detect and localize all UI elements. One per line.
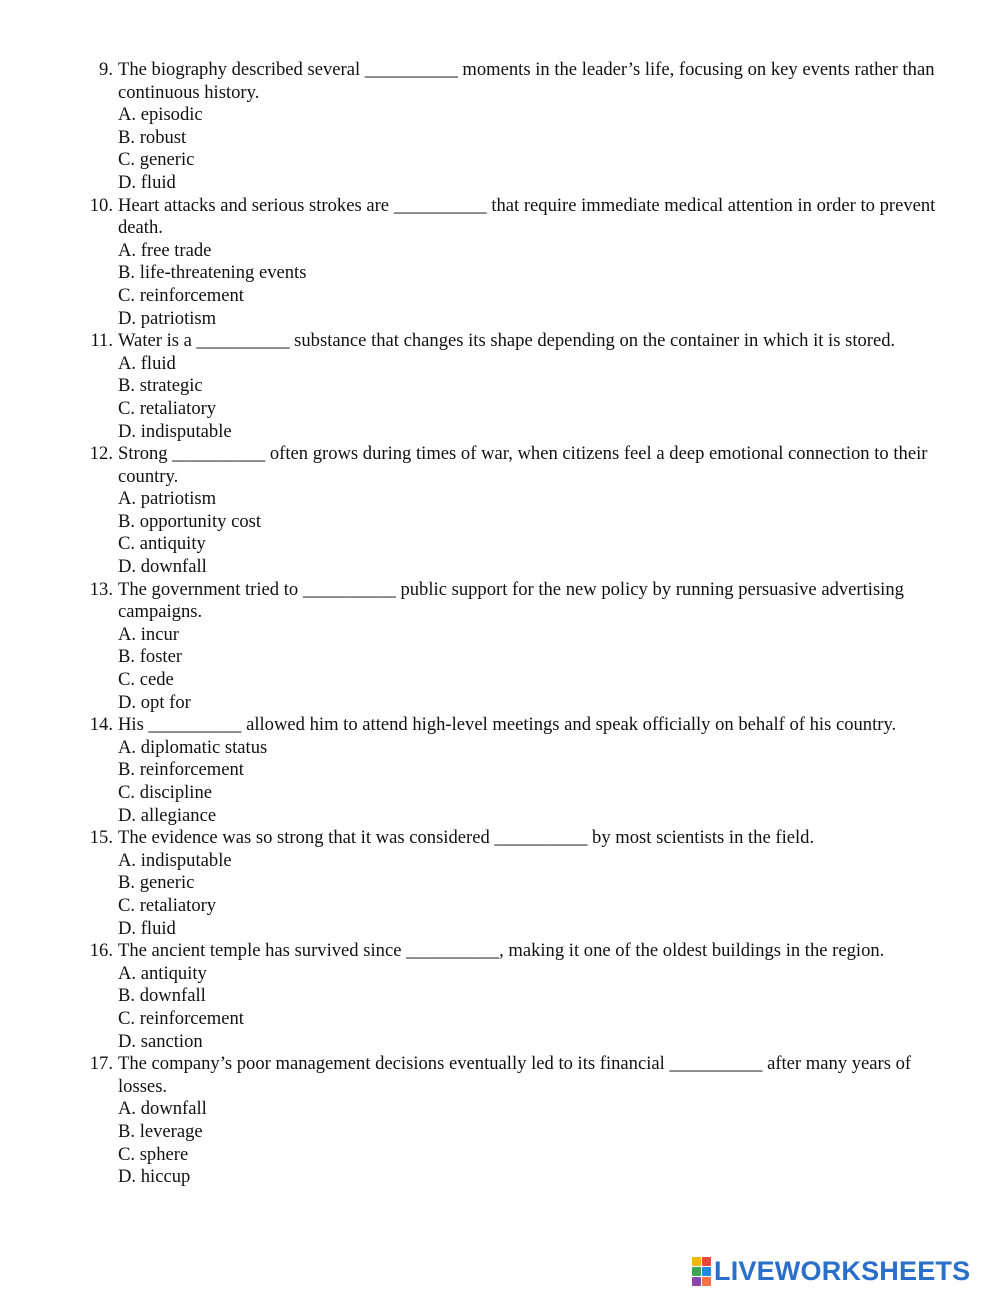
- question-number: 14.: [89, 714, 113, 736]
- option-b[interactable]: B. robust: [118, 126, 187, 148]
- question-text: The evidence was so strong that it was considered __________ by most scientists in the field.: [118, 827, 815, 849]
- logo-block: [692, 1267, 701, 1276]
- question-9: [0, 59, 950, 195]
- question-text: The ancient temple has survived since __________, making it one of the oldest buildings in the region.: [118, 940, 885, 962]
- option-b[interactable]: B. generic: [118, 872, 195, 894]
- option-c[interactable]: C. cede: [118, 669, 174, 691]
- option-a[interactable]: A. antiquity: [118, 962, 207, 984]
- question-17: [0, 1053, 950, 1189]
- option-a[interactable]: A. patriotism: [118, 488, 217, 510]
- question-number: 15.: [89, 827, 113, 849]
- option-d[interactable]: D. indisputable: [118, 420, 232, 442]
- question-13: [0, 579, 950, 715]
- option-b[interactable]: B. downfall: [118, 985, 206, 1007]
- option-d[interactable]: D. opt for: [118, 691, 191, 713]
- question-text: His __________ allowed him to attend high-level meetings and speak officially on behalf of his country.: [118, 714, 897, 736]
- question-number: 17.: [89, 1053, 113, 1075]
- question-text: The government tried to __________ public support for the new policy by running persuasive advertising campaigns.: [118, 578, 904, 623]
- option-c[interactable]: C. sphere: [118, 1143, 189, 1165]
- question-14: [0, 714, 950, 827]
- option-c[interactable]: C. reinforcement: [118, 284, 244, 306]
- question-16: [0, 940, 950, 1053]
- question-15: [0, 827, 950, 940]
- option-b[interactable]: B. leverage: [118, 1120, 203, 1142]
- option-d[interactable]: D. patriotism: [118, 307, 217, 329]
- logo-text: LIVEWORKSHEETS: [714, 1256, 971, 1286]
- logo-block: [692, 1277, 701, 1286]
- option-a[interactable]: A. episodic: [118, 104, 203, 126]
- option-b[interactable]: B. reinforcement: [118, 759, 244, 781]
- option-d[interactable]: D. sanction: [118, 1030, 203, 1052]
- option-a[interactable]: A. diplomatic status: [118, 736, 268, 758]
- question-number: 13.: [89, 578, 113, 600]
- question-11: [0, 330, 950, 443]
- question-text: The biography described several __________ moments in the leader’s life, focusing on key events rather than continuous history.: [118, 59, 935, 103]
- logo-blocks-icon: [692, 1257, 711, 1286]
- question-number: 12.: [89, 443, 113, 465]
- option-b[interactable]: B. strategic: [118, 375, 203, 397]
- option-a[interactable]: A. downfall: [118, 1098, 207, 1120]
- option-a[interactable]: A. fluid: [118, 352, 176, 374]
- option-a[interactable]: A. free trade: [118, 239, 212, 261]
- logo-block: [702, 1277, 711, 1286]
- logo-block: [702, 1257, 711, 1266]
- logo-block: [702, 1267, 711, 1276]
- question-text: Strong __________ often grows during times of war, when citizens feel a deep emotional connection to their country.: [118, 443, 928, 487]
- logo-block: [692, 1257, 701, 1266]
- option-c[interactable]: C. antiquity: [118, 533, 206, 555]
- option-a[interactable]: A. indisputable: [118, 849, 232, 871]
- question-text: Heart attacks and serious strokes are __________ that require immediate medical attention in order to prevent death.: [118, 194, 936, 239]
- liveworksheets-logo: [692, 1257, 970, 1285]
- option-c[interactable]: C. discipline: [118, 782, 212, 803]
- question-text: The company’s poor management decisions eventually led to its financial __________ after many years of losses.: [118, 1053, 912, 1097]
- option-a[interactable]: A. incur: [118, 623, 179, 645]
- question-number: 9.: [99, 59, 113, 80]
- option-d[interactable]: D. allegiance: [118, 804, 217, 826]
- option-c[interactable]: C. retaliatory: [118, 397, 217, 419]
- option-d[interactable]: D. hiccup: [118, 1166, 191, 1188]
- question-number: 11.: [90, 330, 113, 352]
- option-b[interactable]: B. foster: [118, 646, 183, 668]
- option-d[interactable]: D. fluid: [118, 171, 176, 193]
- option-b[interactable]: B. life-threatening events: [118, 262, 307, 284]
- question-number: 10.: [89, 194, 113, 216]
- option-d[interactable]: D. fluid: [118, 917, 176, 939]
- option-c[interactable]: C. retaliatory: [118, 894, 217, 916]
- question-10: [0, 195, 950, 331]
- option-c[interactable]: C. reinforcement: [118, 1007, 244, 1029]
- question-text: Water is a __________ substance that changes its shape depending on the container in which it is stored.: [118, 330, 896, 352]
- option-d[interactable]: D. downfall: [118, 556, 207, 578]
- option-c[interactable]: C. generic: [118, 149, 195, 171]
- question-number: 16.: [89, 940, 113, 962]
- question-12: [0, 443, 950, 579]
- option-b[interactable]: B. opportunity cost: [118, 510, 262, 532]
- worksheet-questions: [0, 59, 1000, 1189]
